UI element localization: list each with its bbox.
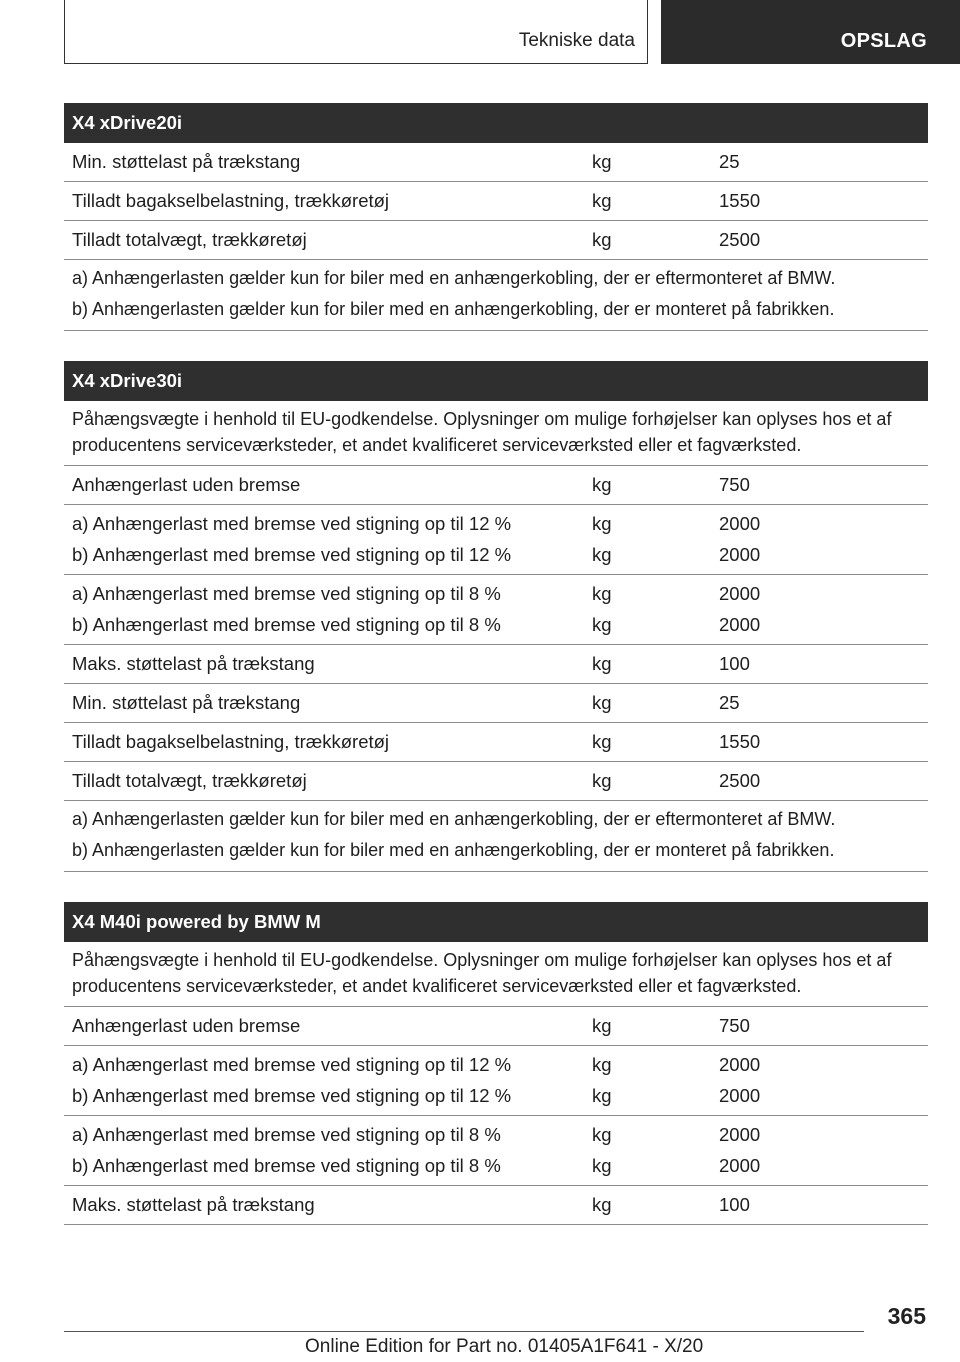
row-unit: kg [592, 583, 612, 604]
row-value: 1550 [719, 190, 761, 211]
table-line [64, 613, 928, 637]
table-line [64, 512, 928, 536]
row-value: 2000 [719, 1155, 761, 1176]
row-value: 750 [719, 474, 750, 495]
spec-section [64, 902, 928, 1225]
header-section-box [64, 0, 648, 64]
row-value: 2000 [719, 614, 761, 635]
table-line [64, 1014, 928, 1038]
table-line [64, 769, 928, 793]
table-row [64, 575, 928, 645]
row-value: 1550 [719, 731, 761, 752]
row-unit: kg [592, 474, 612, 495]
table-row [64, 1007, 928, 1046]
row-value: 2000 [719, 583, 761, 604]
section-intro: Påhængsvægte i henhold til EU-godkendelse. Oplysninger om mulige forhøjelser kan oplyses hos et af producentens serviceværksteder, et andet kvalificeret serviceværksted eller et fagværksted. [64, 942, 928, 1007]
row-label: Tilladt bagakselbelastning, trækkøretøj [72, 190, 390, 211]
spec-section [64, 103, 928, 331]
row-value: 750 [719, 1015, 750, 1036]
row-label: a) Anhængerlast med bremse ved stigning op til 8 % [72, 1124, 501, 1145]
footnote: b) Anhængerlasten gælder kun for biler med en anhængerkobling, der er monteret på fabrikken. [72, 840, 835, 860]
row-unit: kg [592, 1194, 612, 1215]
row-label: b) Anhængerlast med bremse ved stigning op til 8 % [72, 614, 501, 635]
footer-edition-text: Online Edition for Part no. 01405A1F641 - X/20 [305, 1336, 704, 1357]
row-label: Anhængerlast uden bremse [72, 1015, 301, 1036]
row-label: Min. støttelast på trækstang [72, 692, 301, 713]
table-row [64, 505, 928, 575]
table-line [64, 189, 928, 213]
row-value: 25 [719, 692, 740, 713]
row-value: 2000 [719, 1054, 761, 1075]
table-line [64, 228, 928, 252]
table-line [64, 150, 928, 174]
section-notes [64, 801, 928, 872]
row-unit: kg [592, 151, 612, 172]
table-line [64, 1084, 928, 1108]
row-unit: kg [592, 190, 612, 211]
row-label: b) Anhængerlast med bremse ved stigning op til 12 % [72, 1085, 512, 1106]
row-unit: kg [592, 229, 612, 250]
row-unit: kg [592, 770, 612, 791]
table-row [64, 684, 928, 723]
row-unit: kg [592, 692, 612, 713]
page-number: 365 [887, 1303, 926, 1329]
row-unit: kg [592, 1054, 612, 1075]
spec-content [64, 103, 928, 1255]
footer-divider [64, 1331, 864, 1332]
section-title: X4 xDrive30i [64, 361, 928, 401]
table-row [64, 1186, 928, 1225]
row-value: 2000 [719, 1124, 761, 1145]
table-row [64, 182, 928, 221]
table-row [64, 143, 928, 182]
row-label: a) Anhængerlast med bremse ved stigning op til 12 % [72, 513, 512, 534]
table-row [64, 221, 928, 260]
row-value: 100 [719, 653, 750, 674]
table-line [64, 582, 928, 606]
row-unit: kg [592, 731, 612, 752]
section-title: X4 xDrive20i [64, 103, 928, 143]
row-value: 100 [719, 1194, 750, 1215]
table-line [64, 473, 928, 497]
row-value: 2000 [719, 1085, 761, 1106]
table-row [64, 645, 928, 684]
row-value: 2500 [719, 770, 761, 791]
table-line [64, 691, 928, 715]
row-unit: kg [592, 1085, 612, 1106]
section-title: X4 M40i powered by BMW M [64, 902, 928, 942]
row-label: a) Anhængerlast med bremse ved stigning op til 12 % [72, 1054, 512, 1075]
table-row [64, 466, 928, 505]
table-line [64, 652, 928, 676]
table-line [64, 1053, 928, 1077]
row-unit: kg [592, 614, 612, 635]
footnote: a) Anhængerlasten gælder kun for biler med en anhængerkobling, der er eftermonteret af BMW. [72, 268, 836, 288]
row-label: b) Anhængerlast med bremse ved stigning op til 12 % [72, 544, 512, 565]
row-label: Maks. støttelast på trækstang [72, 1194, 315, 1215]
row-value: 25 [719, 151, 740, 172]
row-label: Min. støttelast på trækstang [72, 151, 301, 172]
header-tab [661, 0, 960, 64]
row-unit: kg [592, 1015, 612, 1036]
table-line [64, 1123, 928, 1147]
row-value: 2000 [719, 513, 761, 534]
row-label: Tilladt totalvægt, trækkøretøj [72, 770, 307, 791]
footnote: a) Anhængerlasten gælder kun for biler med en anhængerkobling, der er eftermonteret af BMW. [72, 809, 836, 829]
row-label: Tilladt totalvægt, trækkøretøj [72, 229, 307, 250]
row-unit: kg [592, 1124, 612, 1145]
footnote: b) Anhængerlasten gælder kun for biler med en anhængerkobling, der er monteret på fabrikken. [72, 299, 835, 319]
table-row [64, 762, 928, 801]
table-line [64, 1154, 928, 1178]
row-value: 2500 [719, 229, 761, 250]
header-section-label: Tekniske data [518, 30, 635, 51]
spec-section [64, 361, 928, 872]
section-intro: Påhængsvægte i henhold til EU-godkendelse. Oplysninger om mulige forhøjelser kan oplyses hos et af producentens serviceværksteder, et andet kvalificeret serviceværksted eller et fagværksted. [64, 401, 928, 466]
row-value: 2000 [719, 544, 761, 565]
row-unit: kg [592, 513, 612, 534]
table-row [64, 1046, 928, 1116]
row-label: a) Anhængerlast med bremse ved stigning op til 8 % [72, 583, 501, 604]
row-unit: kg [592, 544, 612, 565]
row-unit: kg [592, 1155, 612, 1176]
table-line [64, 543, 928, 567]
table-line [64, 730, 928, 754]
row-label: b) Anhængerlast med bremse ved stigning op til 8 % [72, 1155, 501, 1176]
table-row [64, 723, 928, 762]
row-label: Maks. støttelast på trækstang [72, 653, 315, 674]
row-unit: kg [592, 653, 612, 674]
section-notes [64, 260, 928, 331]
table-line [64, 1193, 928, 1217]
row-label: Anhængerlast uden bremse [72, 474, 301, 495]
header-tab-label: OPSLAG [840, 30, 927, 52]
table-row [64, 1116, 928, 1186]
row-label: Tilladt bagakselbelastning, trækkøretøj [72, 731, 390, 752]
